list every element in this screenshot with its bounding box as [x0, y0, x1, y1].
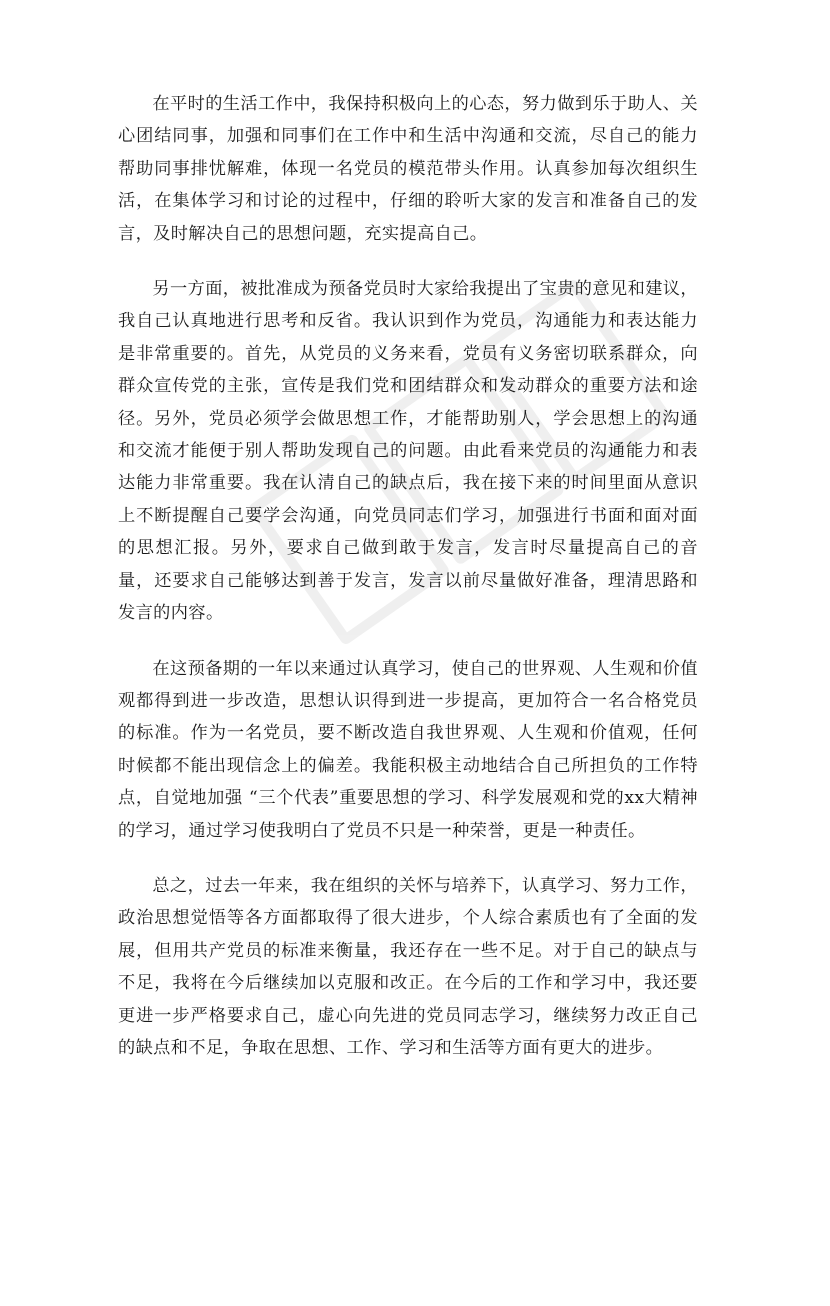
paragraph-2: 另一方面，被批准成为预备党员时大家给我提出了宝贵的意见和建议，我自己认真地进行思考和反省。我认识到作为党员，沟通能力和表达能力是非常重要的。首先，从党员的义务来看，党员有义务密切联系群众，向群众宣传党的主张，宣传是我们党和团结群众和发动群众的重要方法和途径。另外，党员必须学会做思想工作，才能帮助别人，学会思想上的沟通和交流才能便于别人帮助发现自己的问题。由此看来党员的沟通能力和表达能力非常重要。我在认清自己的缺点后，我在接下来的时间里面从意识上不断提醒自己要学会沟通，向党员同志们学习，加强进行书面和面对面的思想汇报。另外，要求自己做到敢于发言，发言时尽量提高自己的音量，还要求自己能够达到善于发言，发言以前尽量做好准备，理清思路和发言的内容。 [118, 279, 698, 624]
paragraph-3: 在这预备期的一年以来通过认真学习，使自己的世界观、人生观和价值观都得到进一步改造，思想认识得到进一步提高，更加符合一名合格党员的标准。作为一名党员，要不断改造自我世界观、人生观和价值观，任何时候都不能出现信念上的偏差。我能积极主动地结合自己所担负的工作特点，自觉地加强 “三个代表”重要思想的学习、科学发展观和党的xx大精神的学习，通过学习使我明白了党员不只是一种荣誉，更是一种责任。 [118, 658, 698, 841]
document-body [118, 88, 698, 1087]
paragraph-1: 在平时的生活工作中，我保持积极向上的心态，努力做到乐于助人、关心团结同事，加强和同事们在工作中和生活中沟通和交流，尽自己的能力帮助同事排忧解难，体现一名党员的模范带头作用。认真参加每次组织生活，在集体学习和讨论的过程中，仔细的聆听大家的发言和准备自己的发言，及时解决自己的思想问题，充实提高自己。 [118, 94, 698, 244]
paragraph-4: 总之，过去一年来，我在组织的关怀与培养下，认真学习、努力工作，政治思想觉悟等各方面都取得了很大进步，个人综合素质也有了全面的发展，但用共产党员的标准来衡量，我还存在一些不足。对于自己的缺点与不足，我将在今后继续加以克服和改正。在今后的工作和学习中，我还要更进一步严格要求自己，虚心向先进的党员同志学习，继续努力改正自己的缺点和不足，争取在思想、工作、学习和生活等方面有更大的进步。 [118, 875, 698, 1058]
